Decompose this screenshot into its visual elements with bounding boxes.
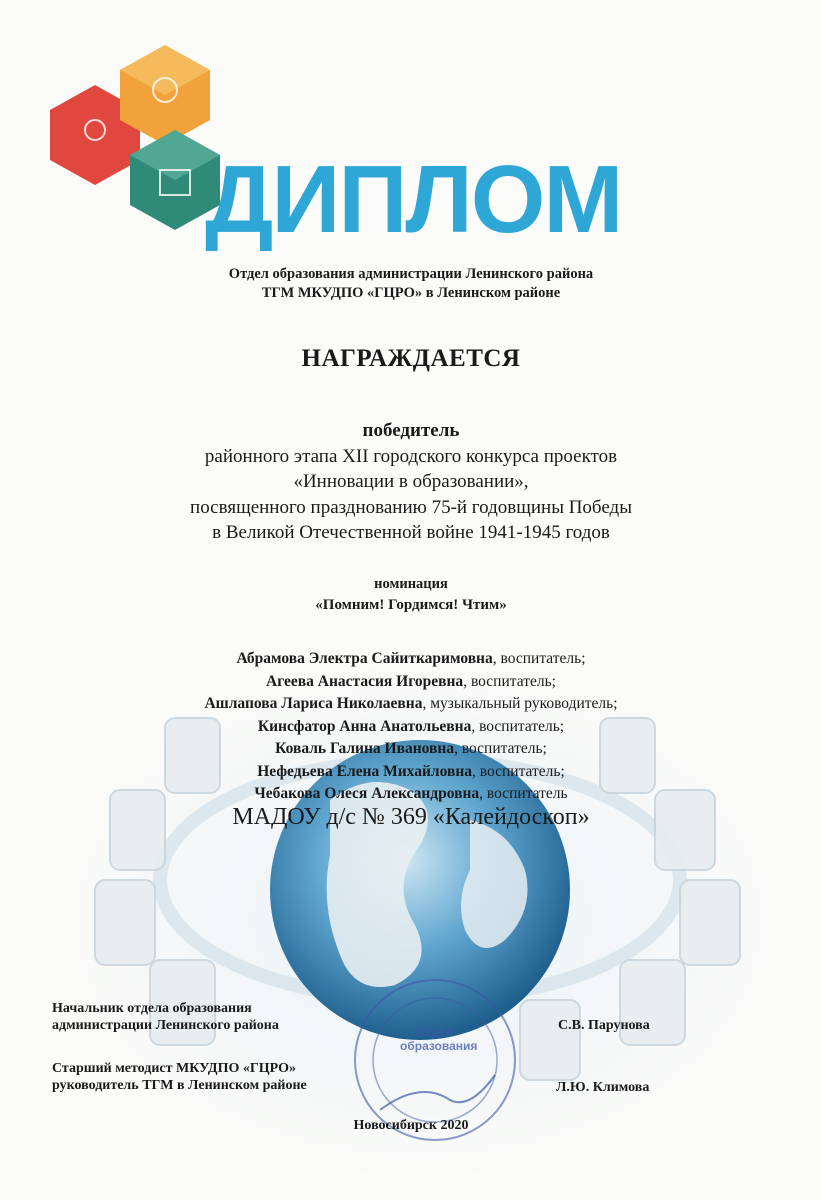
awardee-role: , воспитатель; [492, 650, 586, 667]
awardee-role: , воспитатель [479, 785, 568, 802]
winner-label: победитель [362, 420, 460, 441]
awardee-role: , воспитатель; [471, 717, 565, 735]
description-line: посвященного празднованию 75-й годовщины Победы [190, 497, 632, 518]
awardee [0, 761, 822, 784]
awardee-name: Абрамова Электра Сайиткаримовна [236, 650, 493, 667]
nomination-label: номинация [374, 576, 448, 592]
stamp-text: Отдел образования [400, 1025, 478, 1053]
awardee-name: Агеева Анастасия Игоревна [266, 672, 464, 690]
description-line: в Великой Отечественной войне 1941-1945 годов [212, 522, 610, 543]
signature-title [52, 1060, 307, 1094]
awardee-role: , воспитатель; [463, 672, 556, 690]
signatory-name: Л.Ю. Климова [556, 1080, 650, 1095]
signature-title [52, 1000, 279, 1034]
awardee-name: Чебакова Олеся Александровна [254, 785, 480, 802]
awardee-name: Коваль Галина Ивановна [275, 740, 455, 757]
nomination-name: «Помним! Гордимся! Чтим» [315, 597, 507, 613]
awardee-name: Кинсфатор Анна Анатольевна [257, 717, 472, 735]
description-line: районного этапа XII городского конкурса проектов [204, 446, 618, 467]
awardee [0, 648, 822, 671]
award-heading: НАГРАЖДАЕТСЯ [301, 345, 521, 372]
signatory-name: С.В. Парунова [558, 1018, 650, 1033]
awardee-role: , музыкальный руководитель; [422, 695, 618, 712]
awardee [0, 671, 822, 694]
signature-title-line: Старший методист МКУДПО «ГЦРО» [52, 1061, 297, 1076]
signature-title-line: руководитель ТГМ в Ленинском районе [52, 1078, 307, 1093]
awardee [0, 693, 822, 716]
awardees-list [0, 648, 822, 806]
organization-line-1: Отдел образования администрации Ленинского района [228, 266, 594, 282]
awardee [0, 783, 822, 806]
city-year: Новосибирск 2020 [353, 1118, 469, 1133]
awardee-role: , воспитатель; [454, 740, 547, 757]
signature-title-line: Начальник отдела образования [52, 1001, 252, 1016]
diploma-title: ДИПЛОМ [205, 146, 622, 253]
awardee [0, 716, 822, 739]
description-line: «Инновации в образовании», [293, 471, 529, 492]
awardee-name: Нефедьева Елена Михайловна [257, 762, 473, 780]
school-name: МАДОУ д/с № 369 «Калейдоскоп» [232, 804, 590, 830]
organization-line-2: ТГМ МКУДПО «ГЦРО» в Ленинском районе [261, 285, 561, 301]
signature-title-line: администрации Ленинского района [52, 1018, 279, 1033]
awardee-role: , воспитатель; [472, 762, 565, 780]
awardee [0, 738, 822, 761]
awardee-name: Ашлапова Лариса Николаевна [204, 695, 423, 712]
